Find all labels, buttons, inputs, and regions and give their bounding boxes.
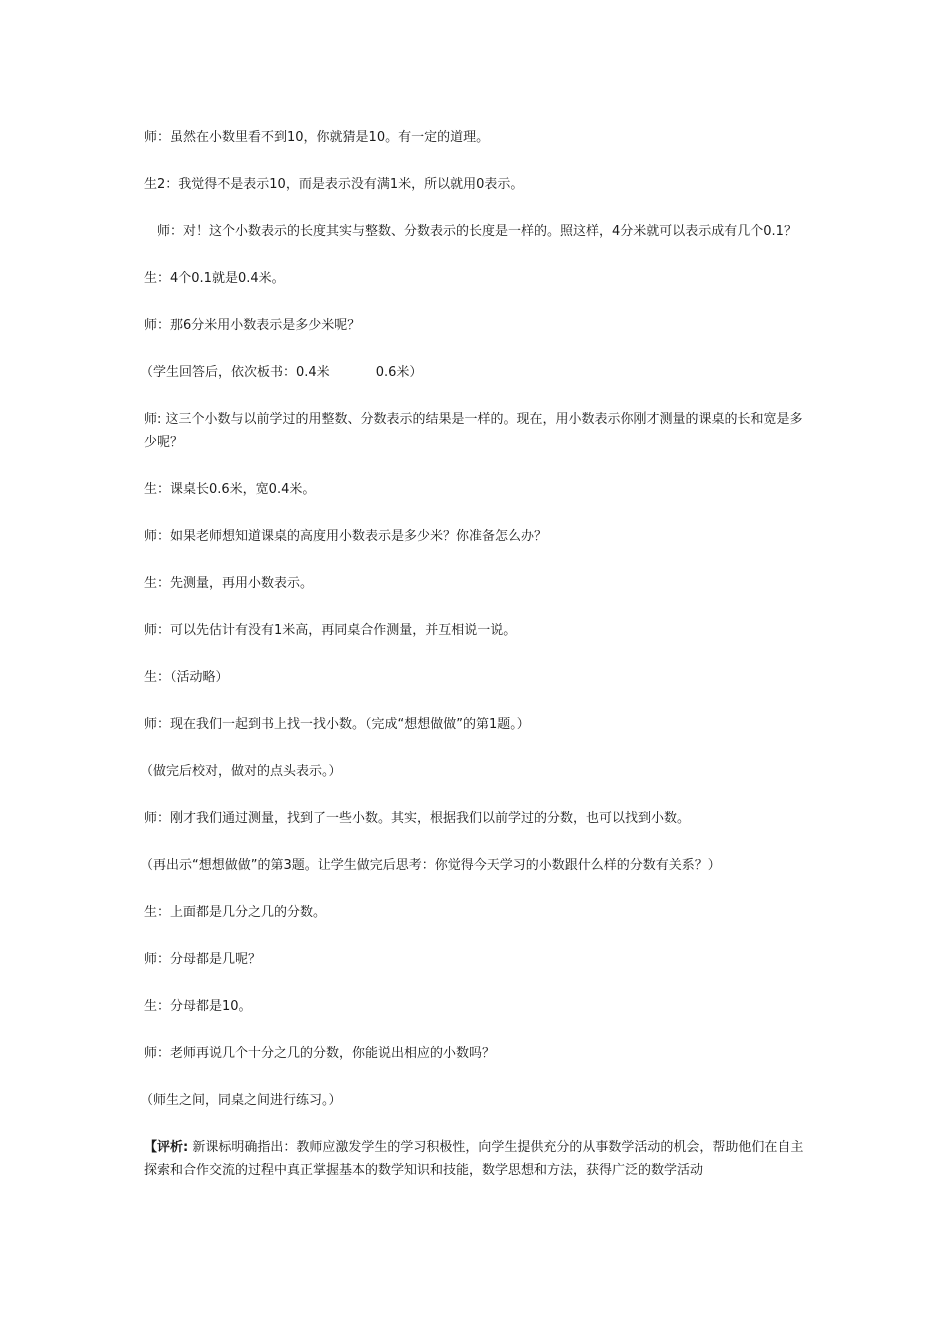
dialogue-line: 师：老师再说几个十分之几的分数，你能说出相应的小数吗？ <box>144 1046 496 1061</box>
dialogue-line: 生：4个0.1就是0.4米。 <box>144 271 285 286</box>
analysis-text: 新课标明确指出：教师应激发学生的学习积极性，向学生提供充分的从事数学活动的机会，帮助他们在自主探索和合作交流的过程中真正掌握基本的数学知识和技能，数学思想和方法，获得广泛的数学活动 <box>144 1140 804 1178</box>
dialogue-line: 师：刚才我们通过测量，找到了一些小数。其实，根据我们以前学过的分数，也可以找到小数。 <box>144 811 691 826</box>
board-note-part-2: 0.6米） <box>375 365 423 380</box>
dialogue-line: 生：先测量，再用小数表示。 <box>144 576 314 591</box>
dialogue-line: 师：现在我们一起到书上找一找小数。（完成“想想做做”的第1题。） <box>144 717 530 732</box>
dialogue-line: 师：可以先估计有没有1米高，再同桌合作测量，并互相说一说。 <box>144 623 517 638</box>
dialogue-line: 生：分母都是10。 <box>144 999 252 1014</box>
analysis-label: 【评析: <box>144 1140 189 1155</box>
dialogue-line: 生2：我觉得不是表示10，而是表示没有满1米，所以就用0表示。 <box>144 177 524 192</box>
stage-direction-line: （师生之间，同桌之间进行练习。） <box>140 1093 342 1108</box>
document-page <box>140 126 810 1206</box>
dialogue-line: 生：课桌长0.6米，宽0.4米。 <box>144 482 316 497</box>
analysis-paragraph <box>144 1136 810 1182</box>
stage-direction-line: （再出示“想想做做”的第3题。让学生做完后思考：你觉得今天学习的小数跟什么样的分数有关系？） <box>140 858 721 873</box>
dialogue-line: 生：（活动略） <box>144 670 229 685</box>
dialogue-line: 生：上面都是几分之几的分数。 <box>144 905 327 920</box>
dialogue-line: 师：分母都是几呢？ <box>144 952 262 967</box>
dialogue-line: 师：那6分米用小数表示是多少米呢？ <box>144 318 361 333</box>
dialogue-line: 师：虽然在小数里看不到10，你就猜是10。有一定的道理。 <box>144 130 490 145</box>
dialogue-line: 师: 这三个小数与以前学过的用整数、分数表示的结果是一样的。现在，用小数表示你刚才测量的课桌的长和宽是多少呢？ <box>144 412 803 450</box>
stage-direction-line: （做完后校对，做对的点头表示。） <box>140 764 342 779</box>
dialogue-line: 师：如果老师想知道课桌的高度用小数表示是多少米？你准备怎么办？ <box>144 529 548 544</box>
dialogue-line: 师：对！这个小数表示的长度其实与整数、分数表示的长度是一样的。照这样，4分米就可以表示成有几个0.1？ <box>157 224 797 239</box>
board-note-part-1: （学生回答后，依次板书：0.4米 <box>140 365 330 380</box>
board-note-line <box>140 361 810 384</box>
